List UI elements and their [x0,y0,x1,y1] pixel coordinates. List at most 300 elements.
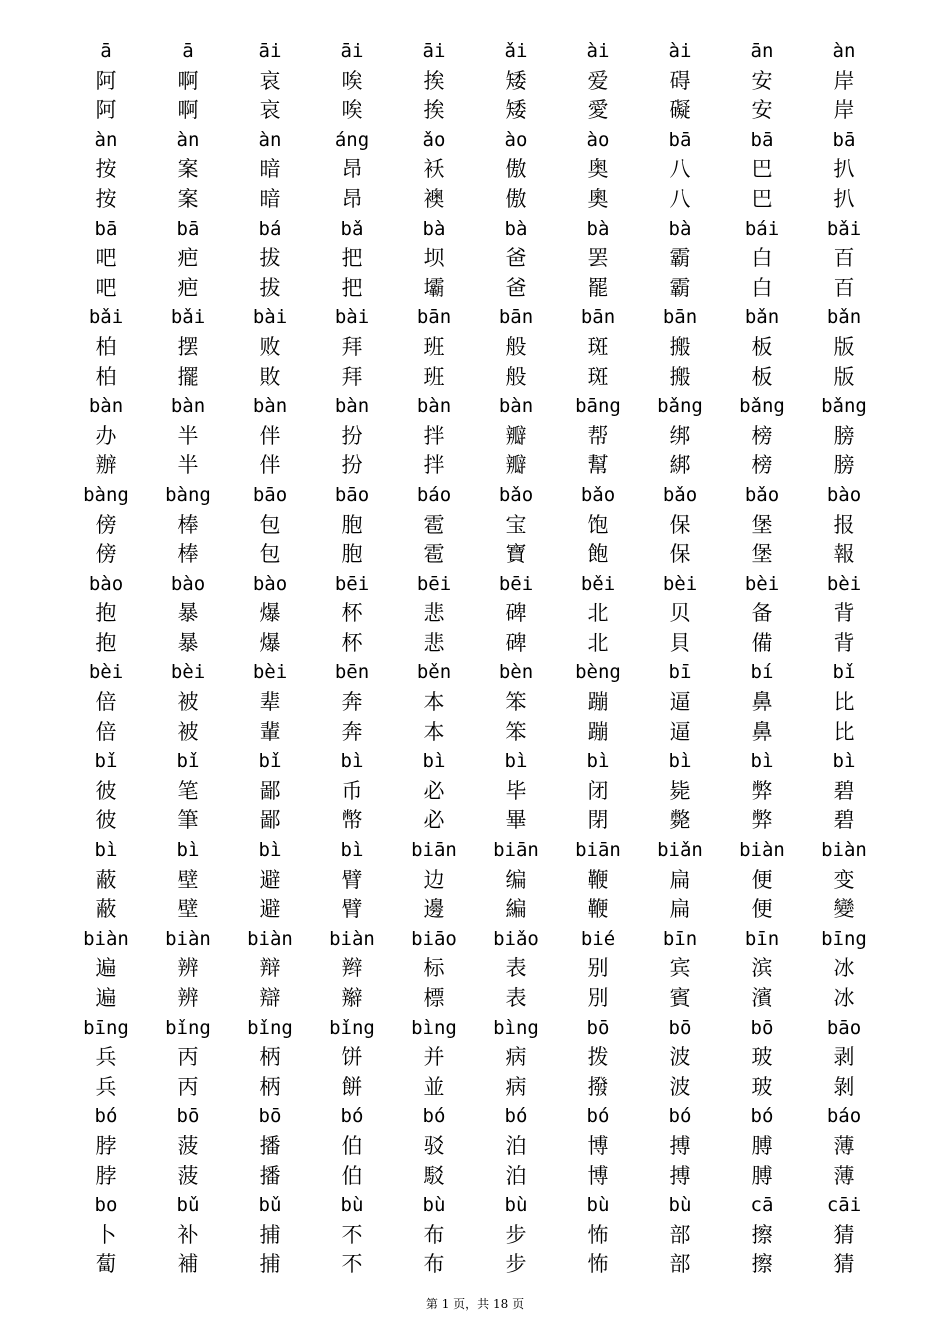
pinyin-cell: bāo [826,1016,862,1039]
simplified-char-cell: 绑 [669,423,691,448]
traditional-char-cell: 敗 [259,364,281,389]
simplified-char-cell: 奔 [341,690,363,715]
simplified-char-cell: 弊 [751,778,773,803]
simplified-char-cell: 坝 [423,246,445,271]
traditional-char-cell: 傍 [95,542,117,567]
simplified-char-cell: 扒 [833,157,855,182]
character-group [65,392,885,481]
pinyin-cell: bēi [334,572,370,595]
pinyin-cell: bān [498,306,534,329]
pinyin-cell: bo [94,1194,118,1217]
simplified-char-cell: 版 [833,334,855,359]
simplified-char-cell: 阿 [95,68,117,93]
pinyin-cell: bì [832,750,856,773]
simplified-char-cell: 被 [177,690,199,715]
pinyin-cell: bà [422,217,446,240]
pinyin-cell: bō [176,1105,200,1128]
traditional-char-cell: 博 [587,1163,609,1188]
traditional-char-cell: 菠 [177,1163,199,1188]
traditional-char-cell: 薄 [833,1163,855,1188]
simplified-char-cell: 驳 [423,1133,445,1158]
character-group [65,1014,885,1103]
traditional-char-cell: 搬 [669,364,691,389]
traditional-char-cell: 弊 [751,808,773,833]
pinyin-cell: ài [586,40,610,62]
traditional-char-cell: 鄙 [259,808,281,833]
simplified-char-cell: 杯 [341,601,363,626]
traditional-char-cell: 般 [505,364,527,389]
traditional-char-cell: 矮 [505,98,527,123]
simplified-char-cell: 吧 [95,246,117,271]
pinyin-cell: bǎo [744,483,780,506]
simplified-char-cell: 背 [833,601,855,626]
pinyin-cell: bù [586,1194,610,1217]
pinyin-cell: bēi [416,572,452,595]
simplified-char-cell: 把 [341,246,363,271]
pinyin-cell: bié [580,927,616,950]
pinyin-cell: bó [422,1105,446,1128]
simplified-char-cell: 扁 [669,867,691,892]
simplified-char-cell: 唉 [341,68,363,93]
pinyin-cell: biāo [411,927,457,950]
simplified-char-cell: 滨 [751,956,773,981]
traditional-char-cell: 寶 [505,542,527,567]
pinyin-cell: bàn [416,395,452,418]
simplified-char-cell: 彼 [95,778,117,803]
traditional-char-cell: 礙 [669,98,691,123]
pinyin-cell: bīn [744,927,780,950]
pinyin-cell: bó [668,1105,692,1128]
pinyin-cell: bīn [662,927,698,950]
character-group [65,37,885,126]
simplified-char-cell: 倍 [95,690,117,715]
pinyin-cell: ào [504,128,528,151]
simplified-char-cell: 兵 [95,1045,117,1070]
traditional-char-cell: 班 [423,364,445,389]
simplified-char-cell: 胞 [341,512,363,537]
traditional-char-cell: 唉 [341,98,363,123]
simplified-char-cell: 避 [259,867,281,892]
simplified-char-cell: 玻 [751,1045,773,1070]
simplified-char-cell: 暗 [259,157,281,182]
pinyin-cell: bēi [498,572,534,595]
pinyin-cell: bì [586,750,610,773]
traditional-char-cell: 賓 [669,986,691,1010]
character-group [65,1102,885,1191]
pinyin-cell: ān [750,40,774,62]
simplified-char-cell: 笨 [505,690,527,715]
traditional-char-cell: 阿 [95,98,117,123]
simplified-char-cell: 毙 [669,778,691,803]
simplified-char-cell: 病 [505,1045,527,1070]
pinyin-cell: bà [668,217,692,240]
pinyin-cell: biān [493,839,539,862]
traditional-char-cell: 輩 [259,719,281,744]
simplified-char-cell: 搏 [669,1133,691,1158]
traditional-char-cell: 棒 [177,542,199,567]
simplified-char-cell: 贝 [669,601,691,626]
pinyin-cell: bǎng [821,395,867,418]
pinyin-cell: bǎng [657,395,703,418]
pinyin-cell: bǐ [176,750,200,773]
pinyin-cell: biān [575,839,621,862]
simplified-char-cell: 霸 [669,246,691,271]
traditional-char-cell: 北 [587,630,609,655]
traditional-char-cell: 爆 [259,630,281,655]
character-group [65,481,885,570]
traditional-char-cell: 奔 [341,719,363,744]
traditional-char-cell: 閉 [587,808,609,833]
traditional-char-cell: 筆 [177,808,199,833]
pinyin-cell: bó [750,1105,774,1128]
traditional-char-cell: 兵 [95,1074,117,1099]
traditional-char-cell: 板 [751,364,773,389]
simplified-char-cell: 蹦 [587,690,609,715]
simplified-char-cell: 碍 [669,68,691,93]
simplified-char-cell: 臂 [341,867,363,892]
simplified-char-cell: 保 [669,512,691,537]
simplified-char-cell: 脖 [95,1133,117,1158]
traditional-char-cell: 臂 [341,897,363,922]
traditional-char-cell: 巴 [751,186,773,211]
traditional-char-cell: 悲 [423,630,445,655]
pinyin-cell: bì [258,839,282,862]
traditional-char-cell: 並 [423,1074,445,1099]
simplified-char-cell: 闭 [587,778,609,803]
simplified-char-cell: 饱 [587,512,609,537]
traditional-char-cell: 榜 [751,453,773,478]
pinyin-cell: bō [586,1016,610,1039]
pinyin-cell: bǎng [739,395,785,418]
pinyin-cell: bǎi [170,306,206,329]
simplified-char-cell: 半 [177,423,199,448]
pinyin-cell: běi [580,572,616,595]
traditional-char-cell: 幣 [341,808,363,833]
traditional-char-cell: 百 [833,275,855,300]
traditional-char-cell: 笨 [505,719,527,744]
traditional-char-cell: 表 [505,986,527,1010]
simplified-char-cell: 爱 [587,68,609,93]
simplified-char-cell: 冰 [833,956,855,981]
page-footer: 第 1 页，共 18 页 [425,1297,525,1311]
pinyin-cell: biān [411,839,457,862]
simplified-char-cell: 昂 [341,157,363,182]
simplified-char-cell: 别 [587,956,609,981]
simplified-char-cell: 板 [751,334,773,359]
simplified-char-cell: 堡 [751,512,773,537]
traditional-char-cell: 必 [423,808,445,833]
pinyin-cell: bì [176,839,200,862]
simplified-char-cell: 币 [341,778,363,803]
traditional-char-cell: 拌 [423,453,445,478]
simplified-char-cell: 挨 [423,68,445,93]
pinyin-cell: bó [586,1105,610,1128]
traditional-char-cell: 本 [423,719,445,744]
pinyin-cell: bì [422,750,446,773]
traditional-char-cell: 搏 [669,1163,691,1188]
pinyin-cell: bù [668,1194,692,1217]
traditional-char-cell: 逼 [669,719,691,744]
simplified-char-cell: 变 [833,867,855,892]
pinyin-cell: bèn [498,661,534,684]
simplified-char-cell: 傲 [505,157,527,182]
simplified-char-cell: 布 [423,1222,445,1247]
pinyin-cell: bā [668,128,692,151]
traditional-char-cell: 邊 [423,897,445,922]
simplified-char-cell: 补 [177,1222,199,1247]
character-group [65,658,885,747]
simplified-char-cell: 擦 [751,1222,773,1247]
pinyin-cell: bì [504,750,528,773]
traditional-char-cell: 蔔 [95,1252,117,1277]
traditional-char-cell: 雹 [423,542,445,567]
pinyin-cell: bàn [170,395,206,418]
pinyin-cell: bāo [252,483,288,506]
pinyin-cell: biàn [329,927,375,950]
pinyin-cell: bì [340,839,364,862]
pinyin-cell: běn [416,661,452,684]
traditional-char-cell: 倍 [95,719,117,744]
simplified-char-cell: 必 [423,778,445,803]
pinyin-cell: biàn [165,927,211,950]
traditional-char-cell: 脖 [95,1163,117,1188]
pinyin-cell: bào [826,483,862,506]
pinyin-cell: bān [580,306,616,329]
simplified-char-cell: 辈 [259,690,281,715]
pinyin-cell: bài [334,306,370,329]
simplified-char-cell: 帮 [587,423,609,448]
traditional-char-cell: 駁 [423,1163,445,1188]
pinyin-cell: bān [662,306,698,329]
pinyin-cell: bāo [334,483,370,506]
simplified-char-cell: 安 [751,68,773,93]
simplified-char-cell: 扮 [341,423,363,448]
simplified-char-cell: 鄙 [259,778,281,803]
pinyin-cell: bī [668,661,692,684]
simplified-char-cell: 拜 [341,334,363,359]
traditional-char-cell: 版 [833,364,855,389]
pinyin-cell: biàn [821,839,867,862]
pinyin-cell: bèi [744,572,780,595]
simplified-char-cell: 傍 [95,512,117,537]
pinyin-cell: bǎi [826,217,862,240]
simplified-char-cell: 斑 [587,334,609,359]
simplified-char-cell: 拌 [423,423,445,448]
traditional-char-cell: 挨 [423,98,445,123]
pinyin-cell: àn [94,128,118,151]
character-group [65,570,885,659]
traditional-char-cell: 伴 [259,453,281,478]
pinyin-cell: bǐ [832,661,856,684]
pinyin-cell: bǎo [498,483,534,506]
pinyin-cell: báo [416,483,452,506]
traditional-char-cell: 幫 [587,453,609,478]
pinyin-cell: bàn [88,395,124,418]
traditional-char-cell: 把 [341,275,363,300]
simplified-char-cell: 班 [423,334,445,359]
pinyin-cell: ā [182,40,194,62]
traditional-char-cell: 保 [669,542,691,567]
traditional-char-cell: 捕 [259,1252,281,1277]
pinyin-cell: bō [668,1016,692,1039]
traditional-char-cell: 丙 [177,1074,199,1099]
traditional-char-cell: 白 [751,275,773,300]
simplified-char-cell: 笔 [177,778,199,803]
simplified-char-cell: 柄 [259,1045,281,1070]
simplified-char-cell: 包 [259,512,281,537]
simplified-char-cell: 柏 [95,334,117,359]
simplified-char-cell: 报 [833,512,855,537]
pinyin-cell: bǎo [580,483,616,506]
simplified-char-cell: 岸 [833,68,855,93]
traditional-char-cell: 不 [341,1252,363,1277]
pinyin-cell: bì [340,750,364,773]
pinyin-cell: bā [176,217,200,240]
traditional-char-cell: 播 [259,1163,281,1188]
pinyin-cell: bàn [498,395,534,418]
pinyin-cell: bí [750,661,774,684]
simplified-char-cell: 哀 [259,68,281,93]
simplified-char-cell: 卜 [95,1222,117,1247]
traditional-char-cell: 擦 [751,1252,773,1277]
traditional-char-cell: 波 [669,1074,691,1099]
simplified-char-cell: 啊 [177,68,199,93]
traditional-char-cell: 岸 [833,98,855,123]
pinyin-cell: ào [586,128,610,151]
simplified-char-cell: 碧 [833,778,855,803]
pinyin-cell: bǎo [662,483,698,506]
simplified-char-cell: 宾 [669,956,691,981]
traditional-char-cell: 暗 [259,186,281,211]
simplified-char-cell: 伯 [341,1133,363,1158]
pinyin-cell: bǎn [826,306,862,329]
traditional-char-cell: 擺 [177,364,199,389]
pinyin-cell: āi [258,40,282,62]
simplified-char-cell: 丙 [177,1045,199,1070]
traditional-char-cell: 斃 [669,808,691,833]
pinyin-cell: bā [832,128,856,151]
simplified-char-cell: 瓣 [505,423,527,448]
pinyin-cell: bǔ [176,1194,200,1217]
simplified-char-cell: 壁 [177,867,199,892]
traditional-char-cell: 伯 [341,1163,363,1188]
traditional-char-cell: 遍 [95,986,117,1010]
traditional-char-cell: 暴 [177,630,199,655]
pinyin-cell: bìng [493,1016,539,1039]
simplified-char-cell: 奥 [587,157,609,182]
traditional-char-cell: 包 [259,542,281,567]
traditional-char-cell: 報 [833,542,855,567]
pinyin-cell: bàn [252,395,288,418]
pinyin-cell: bàng [83,483,129,506]
pinyin-cell: bài [252,306,288,329]
pinyin-cell: bǎ [340,217,364,240]
pinyin-cell: āi [422,40,446,62]
simplified-char-cell: 膀 [833,423,855,448]
character-group [65,126,885,215]
pinyin-cell: bái [744,217,780,240]
pinyin-cell: bèi [170,661,206,684]
simplified-char-cell: 拨 [587,1045,609,1070]
simplified-char-cell: 暴 [177,601,199,626]
pinyin-cell: bì [750,750,774,773]
pinyin-cell: báo [826,1105,862,1128]
traditional-char-cell: 瓣 [505,453,527,478]
pinyin-cell: bèi [662,572,698,595]
traditional-char-cell: 避 [259,897,281,922]
simplified-char-cell: 部 [669,1222,691,1247]
pinyin-cell: bù [504,1194,528,1217]
pinyin-cell: bào [252,572,288,595]
pinyin-cell: bō [258,1105,282,1128]
traditional-char-cell: 拔 [259,275,281,300]
pinyin-cell: biàn [247,927,293,950]
pinyin-cell: āi [340,40,364,62]
pinyin-cell: ǎi [504,40,528,62]
character-group [65,215,885,304]
simplified-char-cell: 薄 [833,1133,855,1158]
traditional-char-cell: 辮 [341,986,363,1010]
traditional-char-cell: 比 [833,719,855,744]
simplified-char-cell: 便 [751,867,773,892]
pinyin-cell: bó [94,1105,118,1128]
traditional-char-cell: 剝 [833,1074,855,1099]
pinyin-cell: biǎn [657,839,703,862]
pinyin-cell: cāi [826,1194,862,1217]
traditional-char-cell: 襖 [423,186,445,211]
simplified-char-cell: 猜 [833,1222,855,1247]
simplified-char-cell: 剥 [833,1045,855,1070]
pinyin-cell: bào [88,572,124,595]
pinyin-cell: bù [340,1194,364,1217]
pinyin-cell: bó [340,1105,364,1128]
traditional-char-cell: 昂 [341,186,363,211]
traditional-char-cell: 扁 [669,897,691,922]
traditional-char-cell: 編 [505,897,527,922]
traditional-char-cell: 猜 [833,1252,855,1277]
simplified-char-cell: 波 [669,1045,691,1070]
simplified-char-cell: 北 [587,601,609,626]
simplified-char-cell: 矮 [505,68,527,93]
character-table [65,37,885,1280]
pinyin-cell: àn [258,128,282,151]
traditional-char-cell: 八 [669,186,691,211]
pinyin-cell: bīng [821,927,867,950]
traditional-char-cell: 按 [95,186,117,211]
traditional-char-cell: 啊 [177,98,199,123]
traditional-char-cell: 鞭 [587,897,609,922]
simplified-char-cell: 备 [751,601,773,626]
simplified-char-cell: 本 [423,690,445,715]
simplified-char-cell: 鼻 [751,690,773,715]
pinyin-cell: bì [94,839,118,862]
pinyin-cell: bèi [826,572,862,595]
simplified-char-cell: 边 [423,867,445,892]
character-group [65,747,885,836]
traditional-char-cell: 怖 [587,1252,609,1277]
pinyin-cell: bā [750,128,774,151]
traditional-char-cell: 辦 [95,453,117,478]
simplified-char-cell: 泊 [505,1133,527,1158]
pinyin-cell: bǎn [744,306,780,329]
pinyin-cell: bēn [334,661,370,684]
pinyin-cell: bǐng [329,1016,375,1039]
traditional-char-cell: 抱 [95,630,117,655]
pinyin-cell: bā [94,217,118,240]
traditional-char-cell: 膊 [751,1163,773,1188]
simplified-char-cell: 袄 [423,157,445,182]
simplified-char-cell: 悲 [423,601,445,626]
